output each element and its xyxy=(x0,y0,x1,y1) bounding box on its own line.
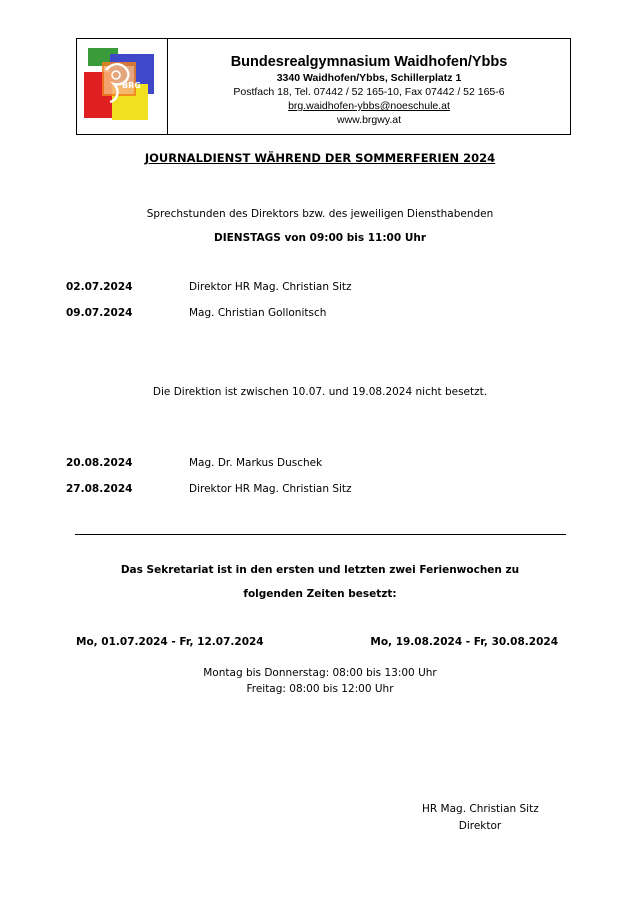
page-title: JOURNALDIENST WÄHREND DER SOMMERFERIEN 2024 xyxy=(144,151,496,165)
period-right: Mo, 19.08.2024 - Fr, 30.08.2024 xyxy=(370,636,558,648)
logo-text: BRG xyxy=(122,81,141,90)
duty-person: Mag. Dr. Markus Duschek xyxy=(189,457,323,469)
school-website-link[interactable]: www.brgwy.at xyxy=(337,114,401,126)
duty-person: Mag. Christian Gollonitsch xyxy=(189,307,327,319)
duty-person: Direktor HR Mag. Christian Sitz xyxy=(189,483,352,495)
hours-friday: Freitag: 08:00 bis 12:00 Uhr xyxy=(246,683,394,695)
signature-role: Direktor xyxy=(458,820,502,832)
closed-notice: Die Direktion ist zwischen 10.07. und 19.08.2024 nicht besetzt. xyxy=(152,386,488,398)
signature-name: HR Mag. Christian Sitz xyxy=(422,803,539,815)
logo-cell xyxy=(77,39,168,134)
school-info xyxy=(168,39,570,134)
duty-date: 20.08.2024 xyxy=(66,457,133,469)
school-name: Bundesrealgymnasium Waidhofen/Ybbs xyxy=(230,54,508,70)
intro-text: Sprechstunden des Direktors bzw. des jeweiligen Diensthabenden xyxy=(146,208,494,220)
duty-date: 02.07.2024 xyxy=(66,281,133,293)
school-email-link[interactable]: brg.waidhofen-ybbs@noeschule.at xyxy=(288,100,450,112)
duty-date: 27.08.2024 xyxy=(66,483,133,495)
hours-weekdays: Montag bis Donnerstag: 08:00 bis 13:00 Uhr xyxy=(203,667,437,679)
office-hours: DIENSTAGS von 09:00 bis 11:00 Uhr xyxy=(214,232,426,244)
school-address: 3340 Waidhofen/Ybbs, Schillerplatz 1 xyxy=(276,72,462,84)
period-left: Mo, 01.07.2024 - Fr, 12.07.2024 xyxy=(76,636,264,648)
secretariat-line-1: Das Sekretariat ist in den ersten und letzten zwei Ferienwochen zu xyxy=(120,564,520,576)
divider xyxy=(75,534,566,535)
duty-date: 09.07.2024 xyxy=(66,307,133,319)
letterhead xyxy=(76,38,571,135)
school-contact: Postfach 18, Tel. 07442 / 52 165-10, Fax 07442 / 52 165-6 xyxy=(233,86,505,98)
duty-person: Direktor HR Mag. Christian Sitz xyxy=(189,281,352,293)
secretariat-line-2: folgenden Zeiten besetzt: xyxy=(243,588,397,600)
school-logo xyxy=(84,42,160,122)
